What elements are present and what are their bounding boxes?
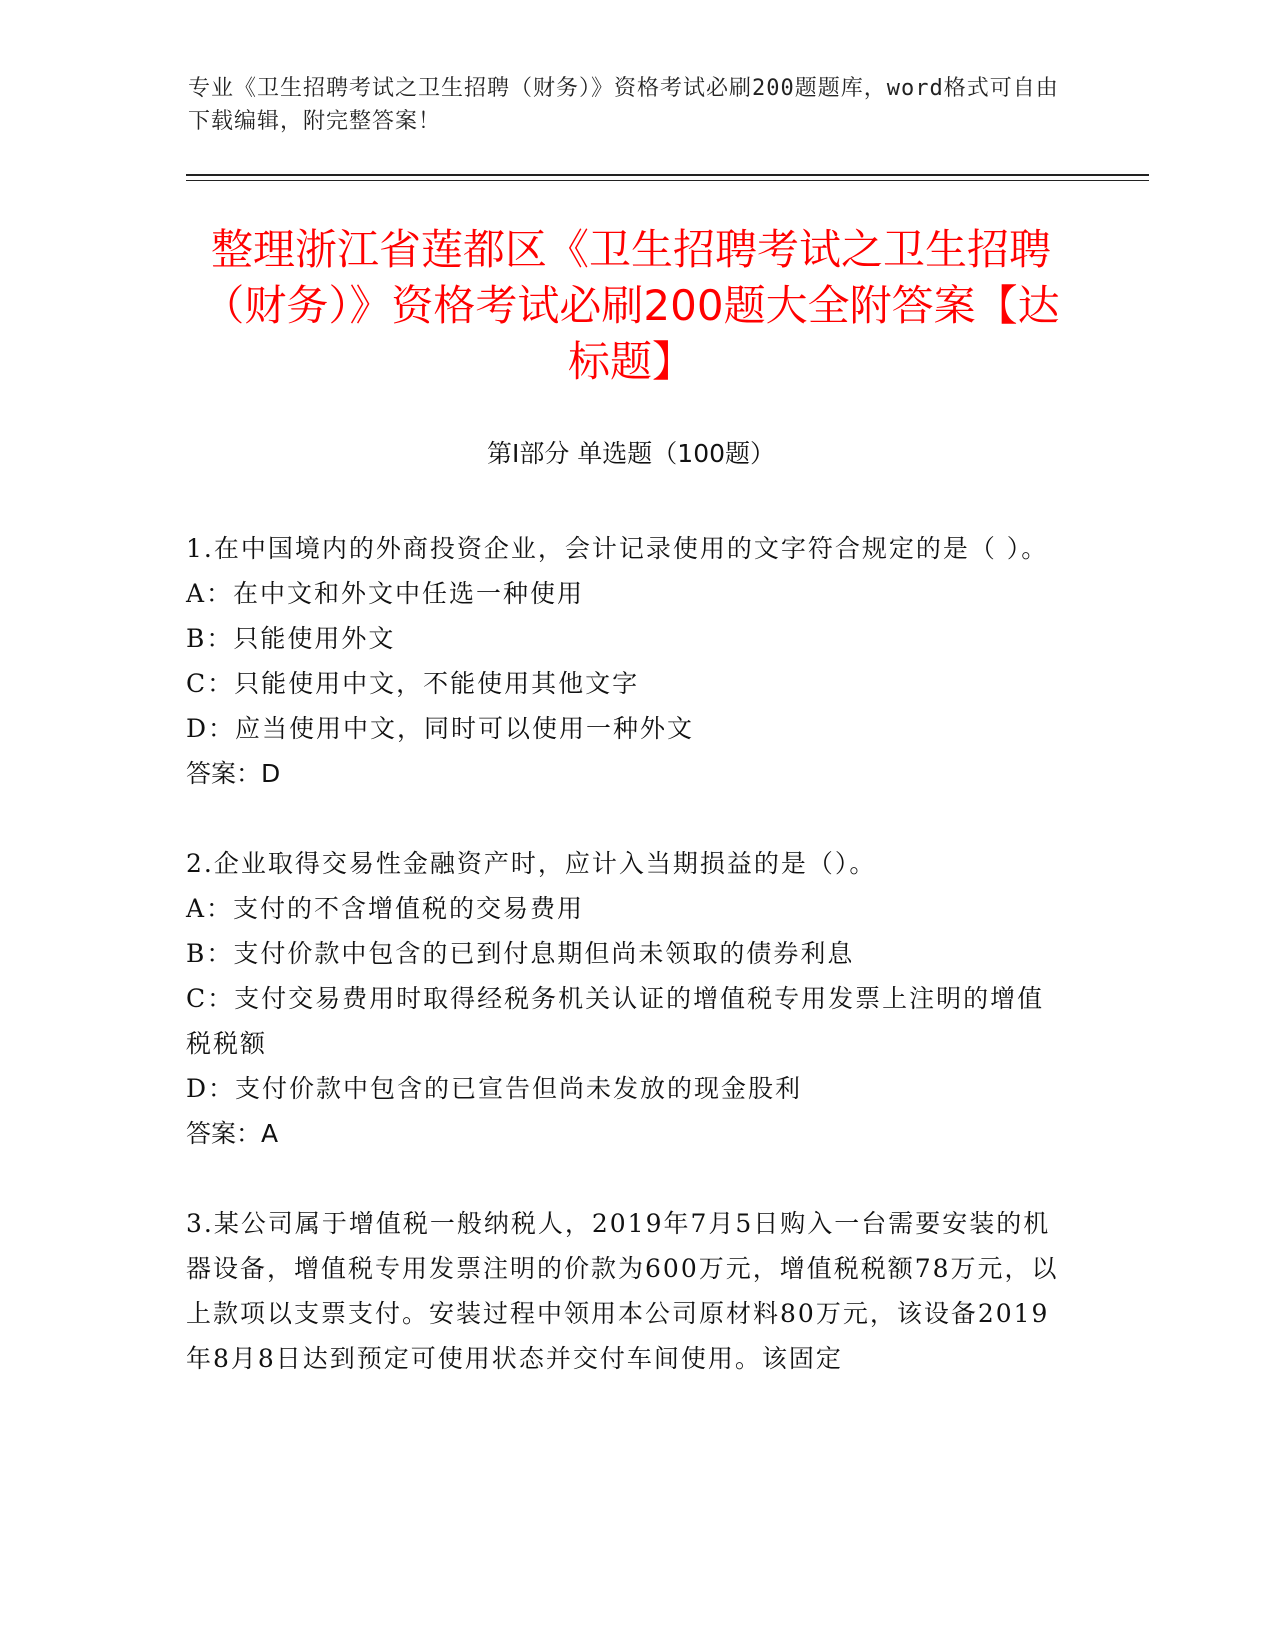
document-title: 整理浙江省莲都区《卫生招聘考试之卫生招聘（财务）》资格考试必刷200题大全附答案【达标题】 <box>202 225 1060 386</box>
question-1 <box>186 526 1066 796</box>
option-d: D：支付价款中包含的已宣告但尚未发放的现金股利 <box>186 1074 803 1103</box>
answer-line: 答案：D <box>186 759 281 788</box>
answer-line: 答案：A <box>186 1119 279 1148</box>
option-a: A：在中文和外文中任选一种使用 <box>186 579 585 608</box>
header-divider-thick <box>186 174 1149 176</box>
question-stem: 2.企业取得交易性金融资产时，应计入当期损益的是（）。 <box>186 849 877 878</box>
question-3 <box>186 1201 1066 1381</box>
option-c: C：支付交易费用时取得经税务机关认证的增值税专用发票上注明的增值税税额 <box>186 984 1045 1058</box>
option-b: B：只能使用外文 <box>186 624 396 653</box>
section-title: 第I部分 单选题（100题） <box>486 439 776 468</box>
header-divider-thin <box>186 180 1149 181</box>
option-a: A：支付的不含增值税的交易费用 <box>186 894 585 923</box>
question-stem: 3.某公司属于增值税一般纳税人，2019年7月5日购入一台需要安装的机器设备，增值税专用发票注明的价款为600万元，增值税税额78万元，以上款项以支票支付。安装过程中领用本公司原材料80万元，该设备2019年8月8日达到预定可使用状态并交付车间使用。该固定 <box>186 1209 1059 1373</box>
option-d: D：应当使用中文，同时可以使用一种外文 <box>186 714 695 743</box>
option-c: C：只能使用中文，不能使用其他文字 <box>186 669 640 698</box>
question-stem: 1.在中国境内的外商投资企业，会计记录使用的文字符合规定的是（ ）。 <box>186 534 1049 563</box>
question-2 <box>186 841 1066 1156</box>
option-b: B：支付价款中包含的已到付息期但尚未领取的债券利息 <box>186 939 855 968</box>
header-note: 专业《卫生招聘考试之卫生招聘（财务）》资格考试必刷200题题库，word格式可自由下载编辑，附完整答案！ <box>188 76 1059 134</box>
question-list <box>186 526 1066 1426</box>
